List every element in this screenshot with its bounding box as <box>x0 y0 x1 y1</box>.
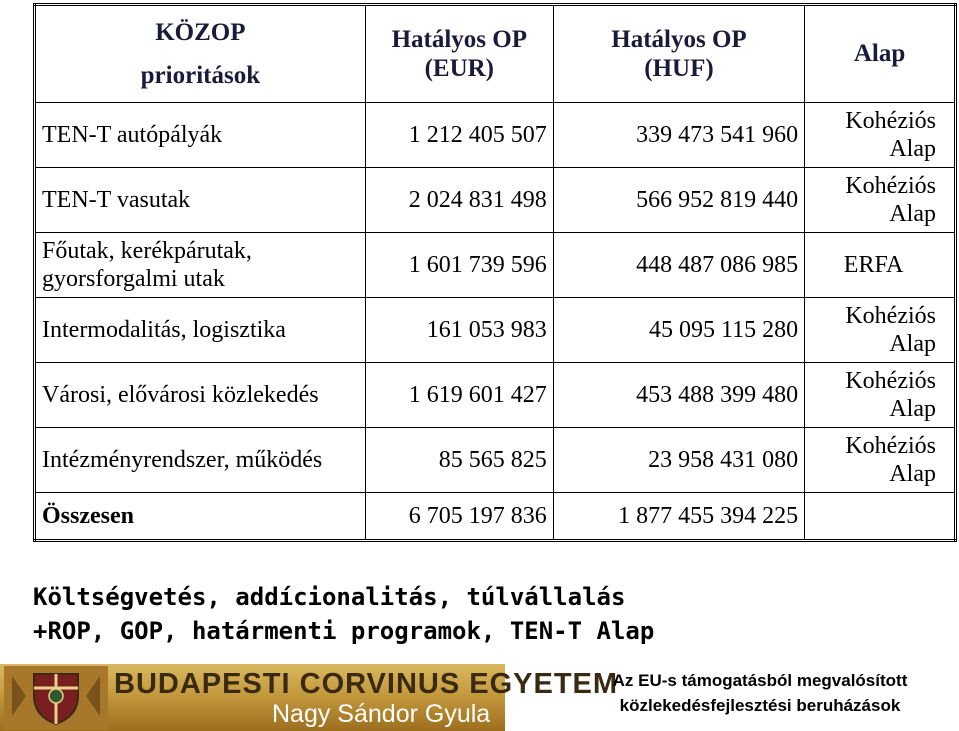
table-row <box>35 363 956 428</box>
university-crest-icon <box>4 666 108 730</box>
row-name: Városi, elővárosi közlekedés <box>35 363 366 428</box>
table-row <box>35 428 956 493</box>
table-row <box>35 103 956 168</box>
row-eur: 2 024 831 498 <box>365 168 553 233</box>
row-alap: Kohéziós Alap <box>805 363 956 428</box>
row-huf: 448 487 086 985 <box>553 233 804 298</box>
presentation-title-line2: közlekedésfejlesztési beruházások <box>619 696 901 715</box>
presentation-title-line1: Az EU-s támogatásból megvalósított <box>612 671 908 690</box>
row-name: TEN-T autópályák <box>35 103 366 168</box>
university-banner <box>0 664 619 731</box>
row-huf: 339 473 541 960 <box>553 103 804 168</box>
kozop-table <box>33 3 957 542</box>
header-alap <box>805 5 956 103</box>
row-name: TEN-T vasutak <box>35 168 366 233</box>
author-name: Nagy Sándor Gyula <box>272 700 491 728</box>
row-alap: Kohéziós Alap <box>805 103 956 168</box>
row-eur: 1 619 601 427 <box>365 363 553 428</box>
header-huf-line1: Hatályos OP <box>611 25 747 53</box>
total-alap <box>805 493 956 541</box>
row-huf: 453 488 399 480 <box>553 363 804 428</box>
row-alap: Kohéziós Alap <box>805 168 956 233</box>
notes-block <box>33 580 654 648</box>
total-eur: 6 705 197 836 <box>365 493 553 541</box>
header-priorities <box>35 5 366 103</box>
row-name: Intermodalitás, logisztika <box>35 298 366 363</box>
header-alap-line1: Alap <box>853 40 906 68</box>
table-row <box>35 298 956 363</box>
row-huf: 45 095 115 280 <box>553 298 804 363</box>
presentation-title <box>565 668 955 718</box>
row-eur: 1 601 739 596 <box>365 233 553 298</box>
notes-line2: +ROP, GOP, határmenti programok, TEN-T Alap <box>33 617 655 645</box>
row-huf: 23 958 431 080 <box>553 428 804 493</box>
header-priorities-line2: prioritások <box>140 62 261 89</box>
header-row <box>35 5 956 103</box>
header-eur-line2: (EUR) <box>424 55 494 82</box>
header-eur-line1: Hatályos OP <box>391 25 527 53</box>
row-alap: ERFA <box>805 233 956 298</box>
row-huf: 566 952 819 440 <box>553 168 804 233</box>
header-huf-line2: (HUF) <box>644 55 714 82</box>
table-row <box>35 233 956 298</box>
row-alap: Kohéziós Alap <box>805 428 956 493</box>
table-row <box>35 168 956 233</box>
row-name: Intézményrendszer, működés <box>35 428 366 493</box>
notes-line1: Költségvetés, addícionalitás, túlvállalás <box>33 583 626 611</box>
row-eur: 1 212 405 507 <box>365 103 553 168</box>
header-eur <box>365 5 553 103</box>
total-row <box>35 493 956 541</box>
university-name: BUDAPESTI CORVINUS EGYETEM <box>114 668 619 700</box>
row-eur: 85 565 825 <box>365 428 553 493</box>
header-huf <box>553 5 804 103</box>
row-eur: 161 053 983 <box>365 298 553 363</box>
row-name: Főutak, kerékpárutak, gyorsforgalmi utak <box>35 233 366 298</box>
total-huf: 1 877 455 394 225 <box>553 493 804 541</box>
header-priorities-line1: KÖZOP <box>155 18 246 46</box>
row-alap: Kohéziós Alap <box>805 298 956 363</box>
total-name: Összesen <box>35 493 366 541</box>
